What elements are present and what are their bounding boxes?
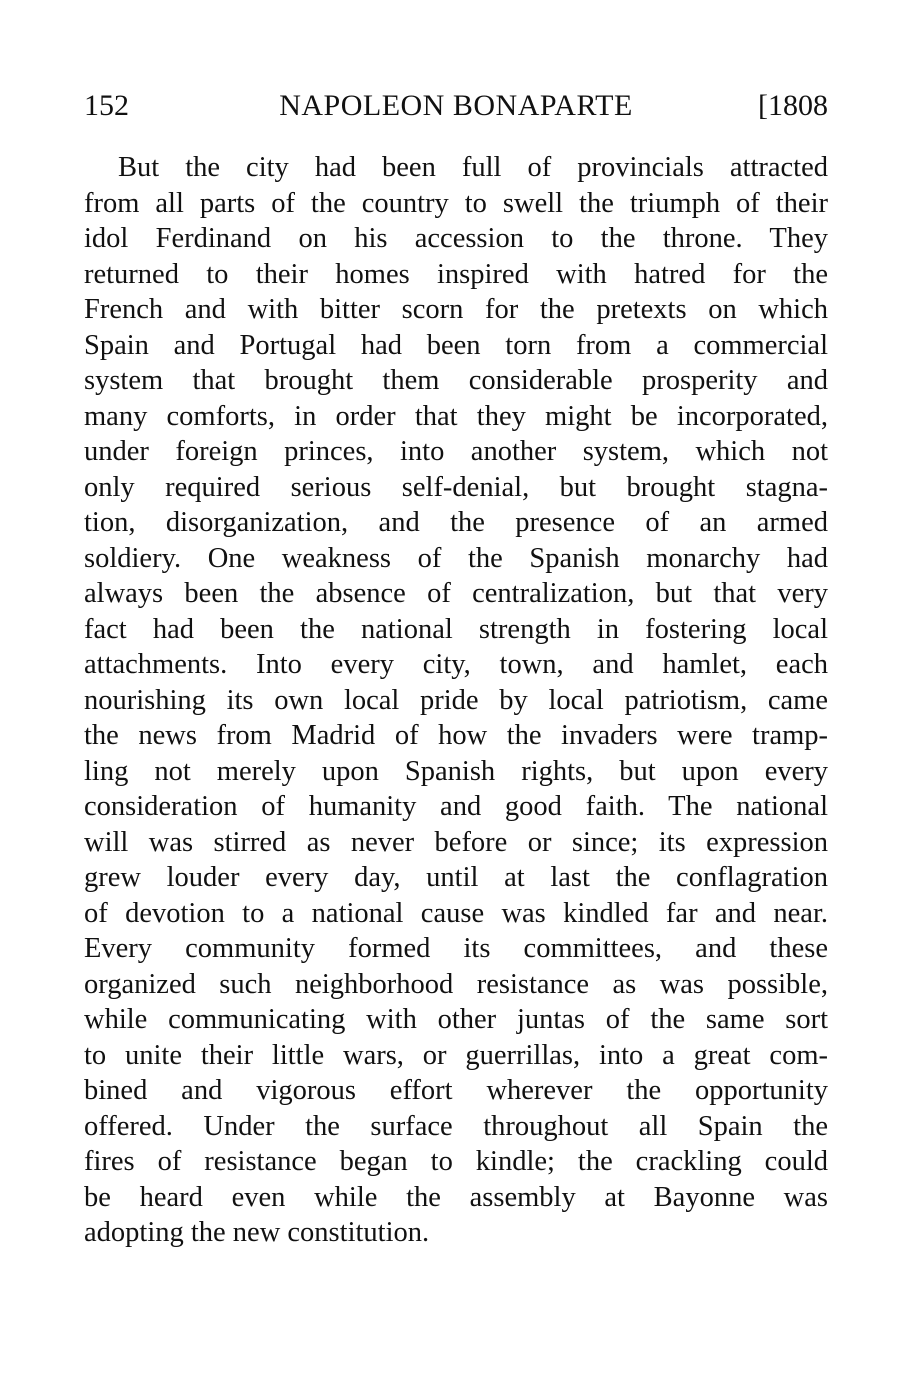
text-line: will was stirred as never before or since; its expression [84,826,828,858]
running-year: [1808 [758,89,828,122]
text-line: Spain and Portugal had been torn from a commercial [84,329,828,361]
text-line: But the city had been full of provincials attracted [118,152,828,183]
text-line: always been the absence of centralization, but that very [84,578,828,609]
text-line: only required serious self-denial, but brought stagna- [84,471,828,503]
text-line: fact had been the national strength in fostering local [84,613,828,645]
text-line: attachments. Into every city, town, and hamlet, each [84,649,828,680]
text-line: nourishing its own local pride by local patriotism, came [84,684,828,716]
text-line: offered. Under the surface throughout all Spain the [84,1110,828,1142]
text-line: ling not merely upon Spanish rights, but upon every [84,755,828,787]
text-line: to unite their little wars, or guerrillas, into a great com- [84,1039,828,1071]
text-line: bined and vigorous effort wherever the opportunity [84,1075,828,1106]
text-line: while communicating with other juntas of the same sort [84,1004,828,1035]
text-line: organized such neighborhood resistance as was possible, [84,968,828,1000]
text-line: fires of resistance began to kindle; the crackling could [84,1146,828,1177]
text-line: of devotion to a national cause was kindled far and near. [84,897,828,929]
text-line: under foreign princes, into another system, which not [84,436,828,467]
text-line: adopting the new constitution. [84,1217,430,1248]
page-number: 152 [84,89,129,122]
text-line: many comforts, in order that they might be incorporated, [84,400,828,432]
text-line: French and with bitter scorn for the pretexts on which [84,294,828,325]
text-line: system that brought them considerable prosperity and [84,365,828,396]
paragraph [84,150,828,1251]
text-line: tion, disorganization, and the presence of an armed [84,507,828,538]
text-line: soldiery. One weakness of the Spanish monarchy had [84,542,828,574]
text-line: Every community formed its committees, and these [84,933,828,964]
text-line: from all parts of the country to swell the triumph of their [84,187,828,219]
text-line: grew louder every day, until at last the conflagration [84,862,828,893]
text-line: returned to their homes inspired with hatred for the [84,258,828,290]
text-line: idol Ferdinand on his accession to the throne. They [84,223,828,254]
text-line: the news from Madrid of how the invaders were tramp- [84,720,828,751]
text-line: consideration of humanity and good faith. The national [84,791,828,822]
running-header [84,86,828,126]
running-title: NAPOLEON BONAPARTE [279,89,633,122]
text-line: be heard even while the assembly at Bayonne was [84,1181,828,1213]
